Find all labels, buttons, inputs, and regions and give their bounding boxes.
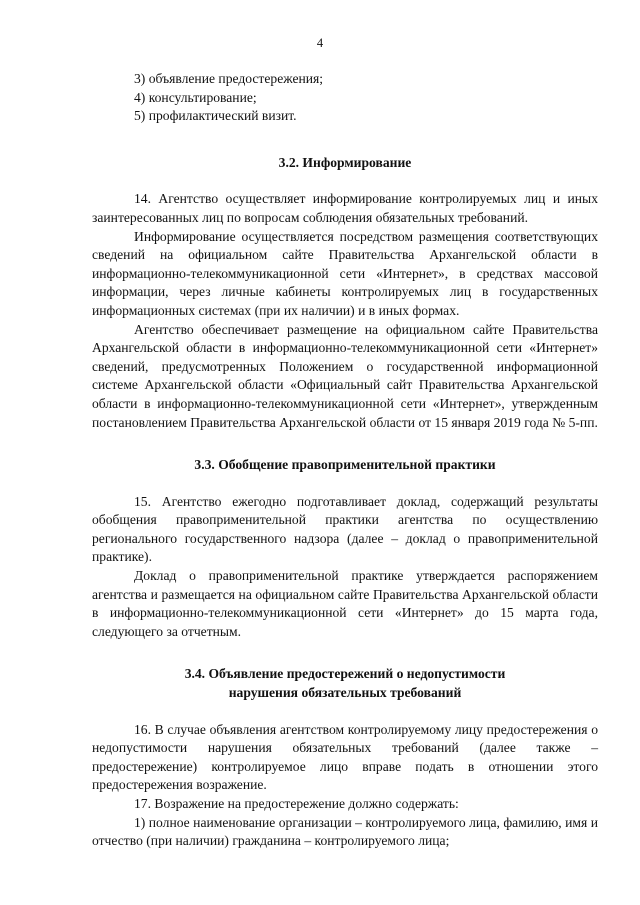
list-item-3: 3) объявление предостережения; <box>134 71 324 86</box>
document-body <box>92 70 598 851</box>
section-3-4-subitem-1: 1) полное наименование организации – контролируемого лица, фамилию, имя и отчество (при наличии) гражданина – контролируемого лица; <box>92 814 598 849</box>
list-item-4: 4) консультирование; <box>134 89 257 105</box>
section-3-2-paragraph-informing: Информирование осуществляется посредством размещения соответствующих сведений на официальном сайте Правительства Архангельской области в информационно-телекоммуникационной сети «Интернет», в средствах массовой информации, через личные кабинеты контролируемых лиц в государственных информационных системах (при их наличии) и в иных формах. <box>92 228 598 318</box>
section-3-2-heading: 3.2. Информирование <box>278 154 412 170</box>
section-3-4-paragraph-17: 17. Возражение на предостережение должно содержать: <box>134 796 459 811</box>
section-3-4-paragraph-16: 16. В случае объявления агентством контролируемому лицу предостережения о недопустимости нарушения обязательных требований (далее также – предостережение) контролируемое лицо вправе подать в отношении этого предостережения возражение. <box>92 721 598 793</box>
section-3-4-heading-line-2: нарушения обязательных требований <box>228 685 462 701</box>
section-3-4-heading-line-1: 3.4. Объявление предостережений о недопустимости <box>184 666 506 682</box>
section-3-3-paragraph-15: 15. Агентство ежегодно подготавливает доклад, содержащий результаты обобщения правоприменительной практики агентства по осуществлению регионального государственного надзора (далее – доклад о правоприменительной практике). <box>92 493 598 565</box>
section-3-3-heading: 3.3. Обобщение правоприменительной практики <box>194 457 496 473</box>
section-3-2-paragraph-14: 14. Агентство осуществляет информирование контролируемых лиц и иных заинтересованных лиц по вопросам соблюдения обязательных требований. <box>92 191 598 225</box>
section-3-3-paragraph-report: Доклад о правоприменительной практике утверждается распоряжением агентства и размещается на официальном сайте Правительства Архангельской области в информационно-телекоммуникационной сети «Интернет» до 15 марта года, следующего за отчетным. <box>92 568 598 639</box>
page-number: 4 <box>316 36 324 50</box>
list-item-5: 5) профилактический визит. <box>134 108 297 124</box>
section-3-2-paragraph-publishing: Агентство обеспечивает размещение на официальном сайте Правительства Архангельской области в информационно-телекоммуникационной сети «Интернет» сведений, предусмотренных Положением о государственной информационной системе Архангельской области «Официальный сайт Правительства Архангельской области в информационно-телекоммуникационной сети «Интернет», утвержденным постановлением Правительства Архангельской области от 15 января 2019 года № 5-пп. <box>92 321 598 430</box>
